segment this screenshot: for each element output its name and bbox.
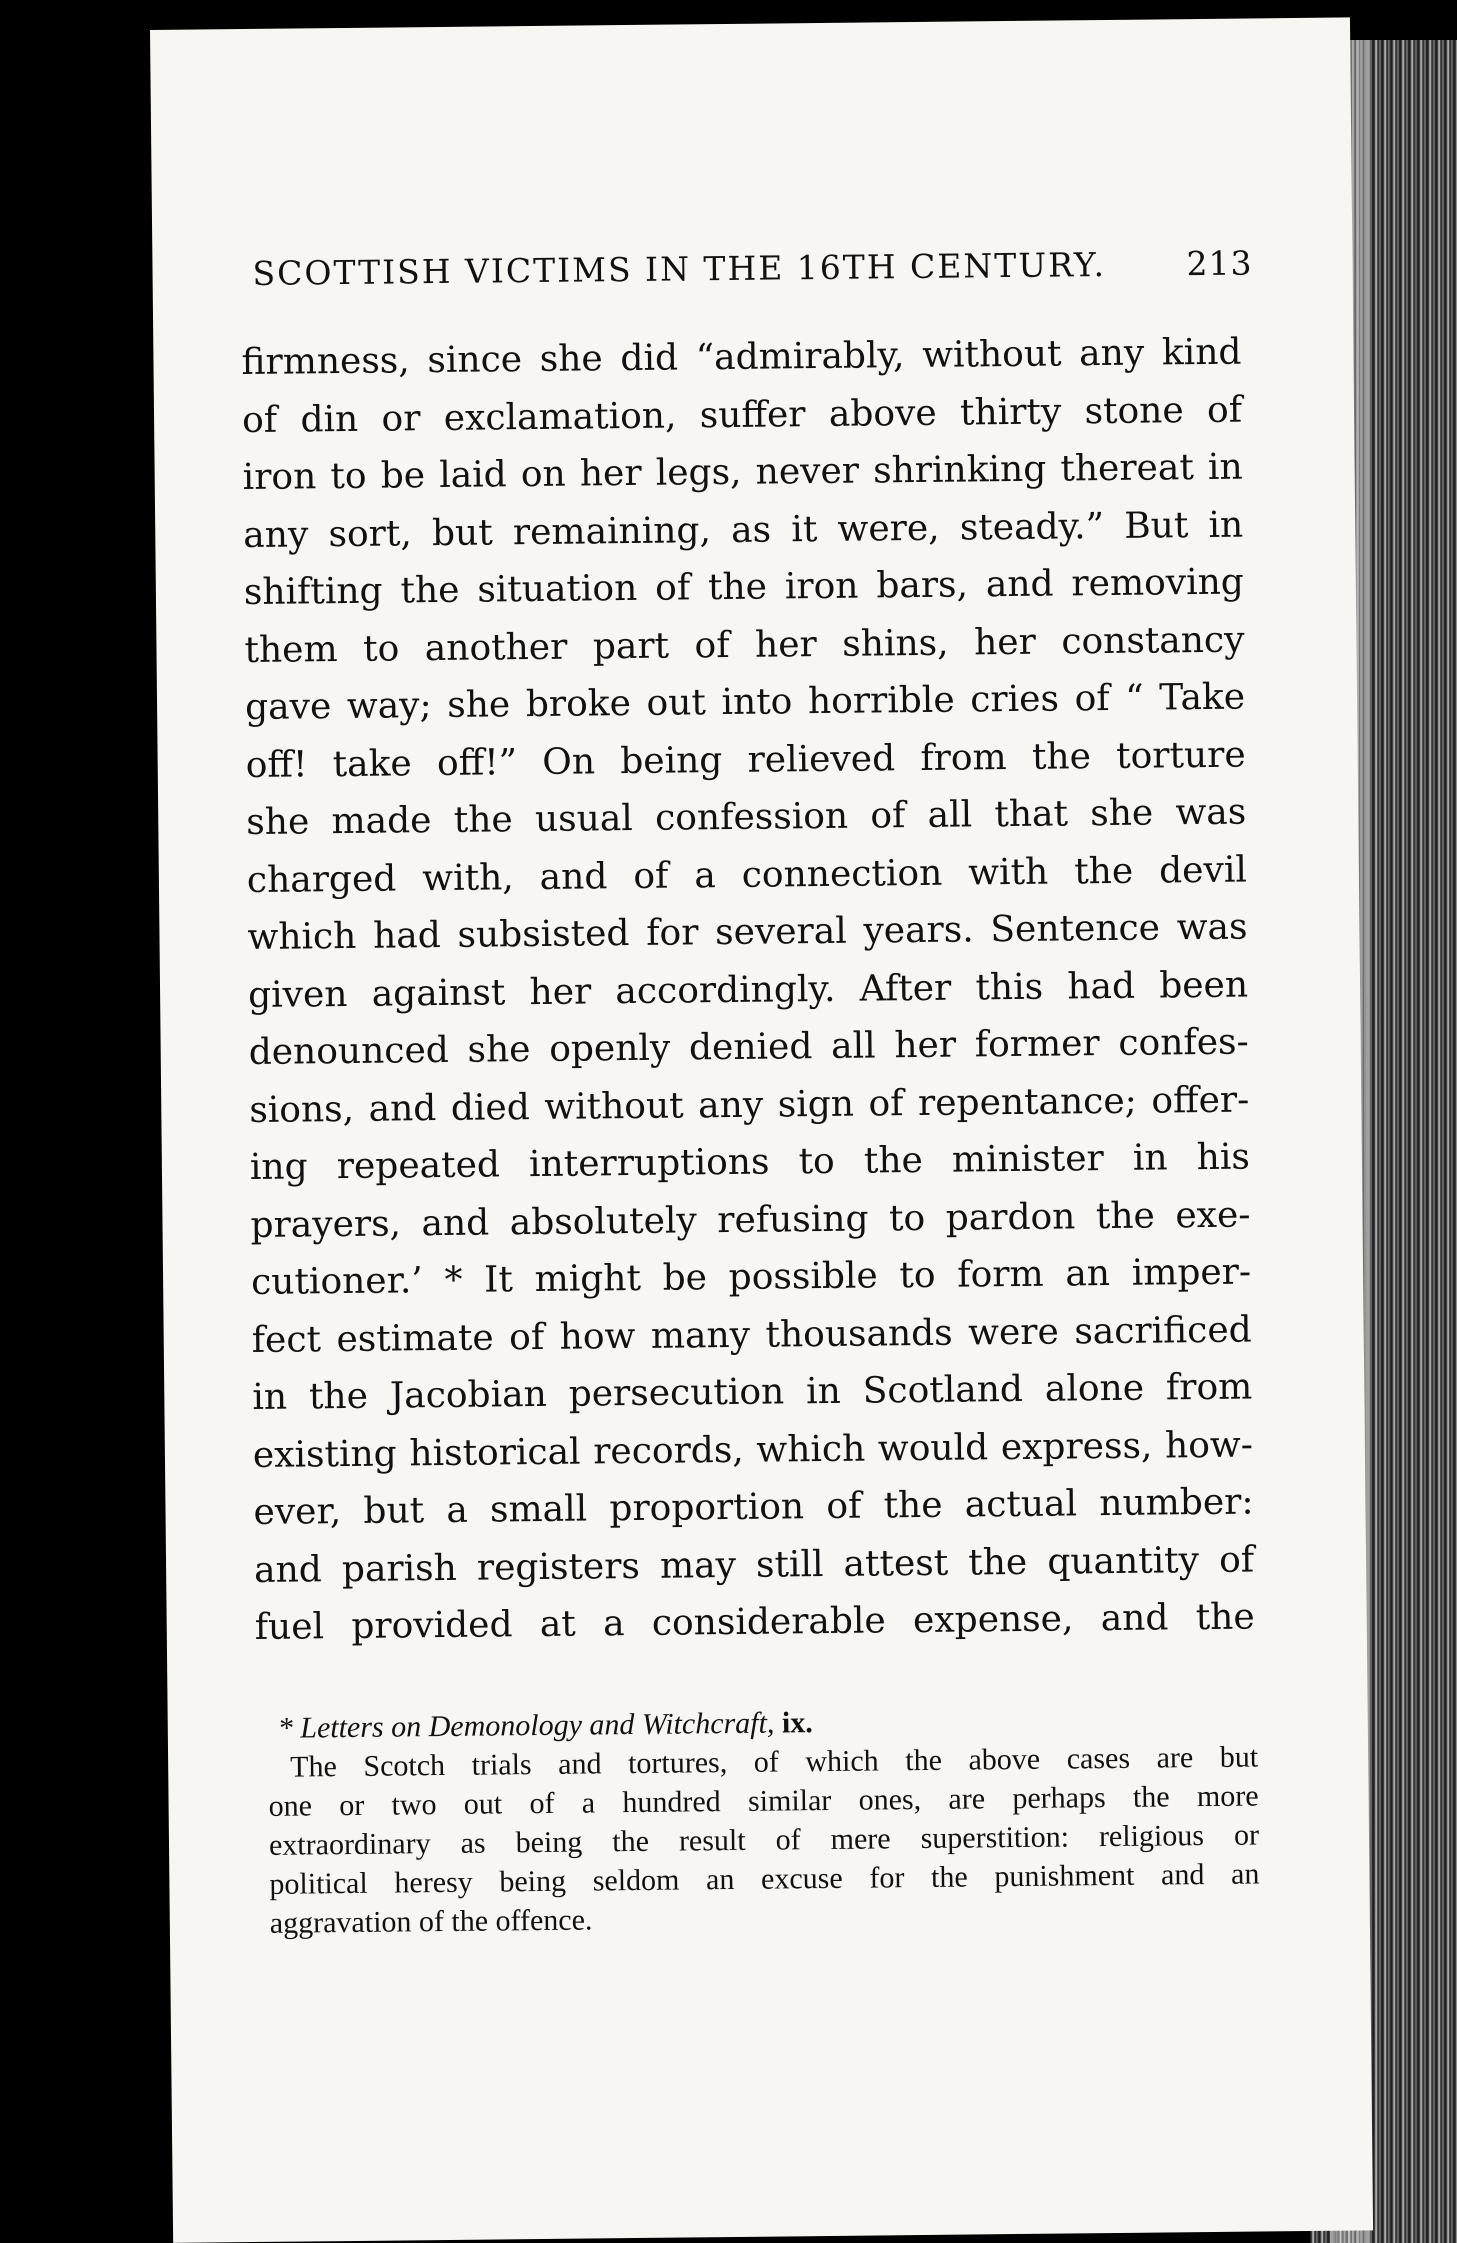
footnote bbox=[268, 1698, 1260, 1942]
running-header bbox=[252, 243, 1252, 292]
text-line: and parish registers may still attest the quantity of bbox=[253, 1539, 1255, 1591]
text-line: of din or exclamation, suffer above thirty stone of bbox=[241, 389, 1243, 441]
footnote-line: political heresy being seldom an excuse for the punishment and an bbox=[269, 1857, 1260, 1901]
text-line: prayers, and absolutely refusing to pardon the exe- bbox=[250, 1194, 1251, 1246]
running-title: SCOTTISH VICTIMS IN THE 16TH CENTURY. bbox=[252, 245, 1107, 293]
book-page bbox=[150, 17, 1373, 2242]
text-line: denounced she openly denied all her former confes- bbox=[248, 1021, 1249, 1074]
text-line: iron to be laid on her legs, never shrinking thereat in bbox=[242, 446, 1243, 499]
text-line: which had subsisted for several years. Sentence was bbox=[247, 906, 1248, 959]
text-line: she made the usual confession of all that she was bbox=[246, 791, 1247, 844]
text-line: charged with, and of a connection with the devil bbox=[246, 849, 1248, 901]
text-line: gave way; she broke out into horrible cries of “ Take bbox=[244, 676, 1246, 729]
text-line: firmness, since she did “admirably, without any kind bbox=[241, 331, 1242, 384]
text-line: existing historical records, which would express, how- bbox=[252, 1424, 1254, 1476]
text-line: in the Jacobian persecution in Scotland alone from bbox=[252, 1366, 1253, 1419]
text-line: ever, but a small proportion of the actual number: bbox=[253, 1481, 1254, 1533]
text-line: fect estimate of how many thousands were sacrificed bbox=[251, 1309, 1252, 1361]
body-text bbox=[241, 324, 1255, 1657]
text-line: them to another part of her shins, her constancy bbox=[244, 619, 1245, 671]
footnote-marker: * bbox=[277, 1711, 293, 1745]
footnote-citation-ref: ix. bbox=[781, 1706, 813, 1740]
text-line: given against her accordingly. After this had been bbox=[247, 964, 1249, 1016]
footnote-line: one or two out of a hundred similar ones, are perhaps the more bbox=[268, 1779, 1259, 1823]
text-line: shifting the situation of the iron bars, and removing bbox=[243, 561, 1245, 614]
text-line: ing repeated interruptions to the minister in his bbox=[249, 1136, 1251, 1189]
page-number: 213 bbox=[1186, 243, 1253, 284]
text-line: cutioner.’ * It might be possible to form an imper- bbox=[250, 1251, 1252, 1304]
footnote-line: The Scotch trials and tortures, of which the above cases are but bbox=[290, 1740, 1259, 1784]
text-line: off! take off!” On being relieved from the torture bbox=[245, 734, 1246, 786]
footnote-citation-title: Letters on Demonology and Witchcraft, bbox=[300, 1706, 775, 1745]
text-line: any sort, but remaining, as it were, steady.” But in bbox=[243, 504, 1244, 556]
text-line: sions, and died without any sign of repentance; offer- bbox=[249, 1079, 1250, 1131]
footnote-line: extraordinary as being the result of mere superstition: religious or bbox=[268, 1818, 1260, 1862]
text-line: fuel provided at a considerable expense, and the bbox=[254, 1596, 1255, 1648]
footnote-line: aggravation of the offence. bbox=[269, 1903, 593, 1940]
